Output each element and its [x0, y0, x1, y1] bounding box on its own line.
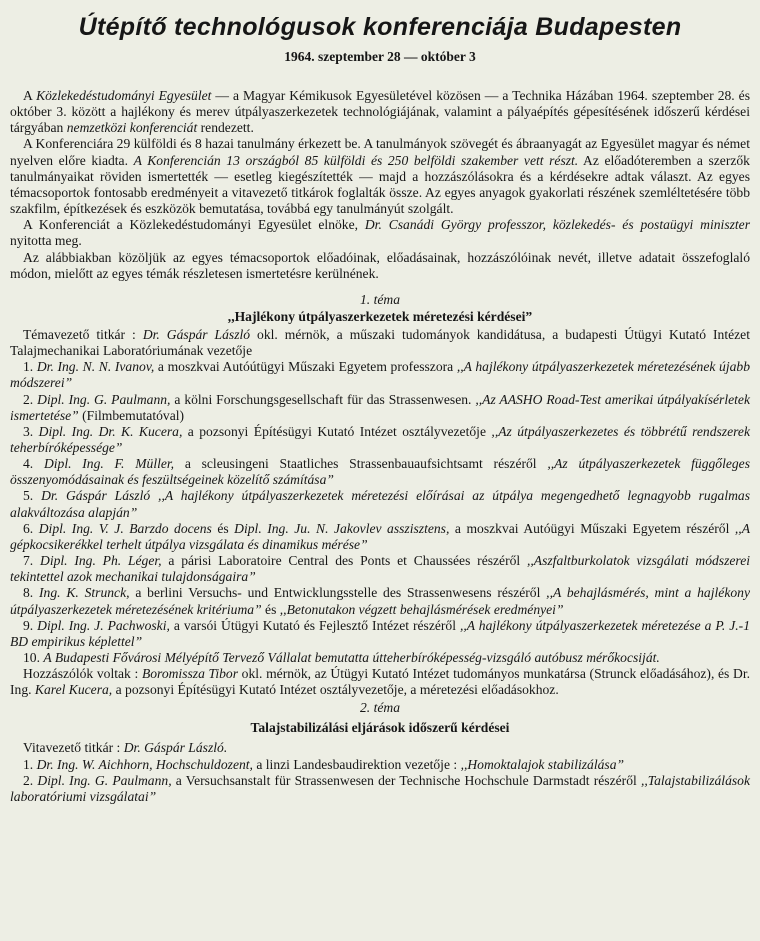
- emphasis-text: Dr. Gáspár László.: [123, 740, 228, 756]
- emphasis-text: ,,Aszfaltburkolatok vizsgálati módszerei tekintettel azok mechanikai tulajdonságaira”: [10, 553, 751, 585]
- emphasis-text: ,,Az útpályaszerkezetek függőleges összenyomódásainak és feszültségeinek közelítő számítása”: [10, 456, 751, 488]
- emphasis-text: Karel Kucera,: [34, 682, 113, 698]
- list-item: 6. Dipl. Ing. V. J. Barzdo docens és Dipl. Ing. Ju. N. Jakovlev asszisztens, a moszkvai Autóügyi Műszaki Egyetem részéről ,,A gépkocsikerékkel terhelt útpálya vizsgálata és dinamikus mérése”: [10, 520, 750, 552]
- list-item: 2. Dipl. Ing. G. Paulmann, a Versuchsanstalt für Strassenwesen der Technische Hochschule Darmstadt részéről ,,Talajstabilizálások laboratóriumi vizsgálatai”: [10, 772, 750, 804]
- emphasis-text: A Budapesti Fővárosi Mélyépítő Tervező Vállalat bemutatta útteherbíróképesség-vizsgáló autóbusz mérőkocsiját.: [43, 650, 660, 665]
- paragraph: Az alábbiakban közöljük az egyes témacsoportok előadóinak, előadásainak, hozzászólóinak nevét, illetve adatait összefoglaló módon, mielőtt az egyes témák részletesen ismertetésre kerülnének.: [10, 249, 750, 281]
- emphasis-text: Dipl. Ing. G. Paulmann,: [37, 391, 171, 407]
- list-item: 10. A Budapesti Fővárosi Mélyépítő Tervező Vállalat bemutatta útteherbíróképesség-vizsgáló autóbusz mérőkocsiját.: [23, 650, 660, 665]
- emphasis-text: Dipl. Ing. Dr. K. Kucera,: [38, 423, 183, 439]
- theme-title: ,,Hajlékony útpályaszerkezetek méretezési kérdései”: [227, 308, 533, 324]
- intro-section: [10, 88, 750, 282]
- emphasis-text: ,,A hajlékony útpályaszerkezetek méretezése a P. J.-1 BD empirikus képlettel”: [10, 617, 750, 649]
- list-item: 7. Dipl. Ing. Ph. Léger, a párisi Laboratoire Central des Ponts et Chaussées részéről ,,Aszfaltburkolatok vizsgálati módszerei tekintettel azok mechanikai tulajdonságaira”: [10, 553, 751, 585]
- list-item: 4. Dipl. Ing. F. Müller, a scleusingeni Staatliches Strassenbauaufsichtsamt részéről ,,Az útpályaszerkezetek függőleges összenyomódásainak és feszültségeinek közelítő számítása”: [10, 456, 751, 488]
- emphasis-text: Dipl. Ing. F. Müller,: [43, 456, 175, 472]
- emphasis-text: ,,Talajstabilizálások laboratóriumi vizsgálatai”: [10, 772, 750, 804]
- emphasis-text: Dipl. Ing. Ju. N. Jakovlev asszisztens,: [234, 520, 450, 536]
- list-item: 9. Dipl. Ing. J. Pachwoski, a varsói Útügyi Kutató és Fejlesztő Intézet részéről ,,A hajlékony útpályaszerkezetek méretezése a P. J.-1 BD empirikus képlettel”: [10, 617, 750, 649]
- emphasis-text: ,,A hajlékony útpályaszerkezetek méretezésének újabb módszerei”: [10, 359, 750, 391]
- emphasis-text: Dr. Gáspár László: [142, 326, 251, 342]
- theme-number: 1. téma: [359, 291, 401, 307]
- paragraph: A Konferenciát a Közlekedéstudományi Egyesület elnöke, Dr. Csanádi György professzor, közlekedés- és postaügyi miniszter nyitotta meg.: [10, 217, 751, 249]
- list-item: 8. Ing. K. Strunck, a berlini Versuchs- und Entwicklungsstelle des Strassenwesens részéről ,,A behajlásmérés, mint a hajlékony útpályaszerkezetek méretezésének kritériuma” és ,,Betonutakon végzett behajlásmérések eredményei”: [10, 585, 750, 617]
- emphasis-text: Dipl. Ing. J. Pachwoski,: [37, 617, 170, 633]
- emphasis-text: Dr. Ing. W. Aichhorn, Hochschuldozent,: [36, 756, 253, 772]
- emphasis-text: Dipl. Ing. Ph. Léger,: [40, 553, 162, 569]
- emphasis-text: Dr. Csanádi György professzor, közlekedés- és postaügyi miniszter: [364, 217, 751, 233]
- emphasis-text: Ing. K. Strunck,: [39, 585, 130, 601]
- paragraph: A Konferenciára 29 külföldi és 8 hazai tanulmány érkezett be. A tanulmányok szövegét és ábraanyagát az Egyesület magyar és német nyelven előre kiadta. A Konferencián 13 országból 85 külföldi és 250 belföldi szakember vett részt. Az előadóteremben a szerzők tanulmányaikat röviden ismertették — esetleg kiegészítették — majd a hozzászólásokra és a kérdésekre adtak választ. Az egyes témacsoportok fontosabb eredményeit a vitavezető titkárok foglalták össze. Az egyes anyagok gyakorlati részének szemléltetésére több szakfilm, építkezések és eszközök bemutatása, továbbá egy tanulmányút szolgált.: [10, 136, 750, 217]
- emphasis-text: Dr. Gáspár László ,,A hajlékony útpályaszerkezetek méretezési előírásai az útpálya megengedhető legnagyobb rugalmas alakváltozása alapján”: [10, 488, 750, 520]
- emphasis-text: Boromissza Tibor: [141, 666, 239, 682]
- paragraph: Témavezető titkár : Dr. Gáspár László okl. mérnök, a műszaki tudományok kandidátusa, a budapesti Útügyi Kutató Intézet Talajmechanikai Laboratóriumának vezetője: [10, 326, 750, 359]
- theme-number: 2. téma: [359, 700, 401, 716]
- theme-2-section: [10, 700, 750, 805]
- paragraph: A Közlekedéstudományi Egyesület — a Magyar Kémikusok Egyesületével közösen — a Technika Házában 1964. szeptember 28. és október 3. között a hajlékony és merev útpályaszerkezetek technológiájának, valamint a pályaépítés gépesítésének időszerű kérdései tárgyában nemzetközi konferenciát rendezett.: [10, 88, 751, 136]
- theme-1-section: [10, 292, 750, 699]
- document-page: [0, 12, 760, 941]
- theme-title: Talajstabilizálási eljárások időszerű kérdései: [250, 720, 510, 736]
- list-item: 1. Dr. Ing. W. Aichhorn, Hochschuldozent, a linzi Landesbaudirektion vezetője : ,,Homoktalajok stabilizálása”: [23, 756, 625, 772]
- emphasis-text: nemzetközi konferenciát: [66, 120, 198, 136]
- paragraph: Vitavezető titkár : Dr. Gáspár László.: [23, 740, 228, 756]
- emphasis-text: A Konferencián 13 országból 85 külföldi és 250 belföldi szakember vett részt.: [133, 152, 579, 168]
- emphasis-text: ,,Az útpályaszerkezetes és többrétű rendszerek teherbíróképessége”: [10, 423, 750, 455]
- list-item: 3. Dipl. Ing. Dr. K. Kucera, a pozsonyi Építésügyi Kutató Intézet osztályvezetője ,,Az útpályaszerkezetes és többrétű rendszerek teherbíróképessége”: [10, 423, 750, 455]
- paragraph: Hozzászólók voltak : Boromissza Tibor okl. mérnök, az Útügyi Kutató Intézet tudományos munkatársa (Strunck előadásához), és Dr. Ing. Karel Kucera, a pozsonyi Építésügyi Kutató Intézet osztályvezetője, a méretezési előadásokhoz.: [10, 666, 750, 698]
- emphasis-text: ,,Betonutakon végzett behajlásmérések eredményei”: [279, 601, 564, 617]
- emphasis-text: ,,Homoktalajok stabilizálása”: [460, 756, 625, 772]
- article-title: Útépítő technológusok konferenciája Budapesten: [78, 13, 682, 41]
- emphasis-text: ,,A gépkocsikerékkel terhelt útpálya vizsgálata és dinamikus mérése”: [10, 520, 750, 552]
- emphasis-text: Közlekedéstudományi Egyesület: [36, 88, 212, 103]
- emphasis-text: Dr. Ing. N. N. Ivanov,: [36, 359, 155, 375]
- list-item: 1. Dr. Ing. N. N. Ivanov, a moszkvai Autóútügyi Műszaki Egyetem professzora ,,A hajlékony útpályaszerkezetek méretezésének újabb módszerei”: [10, 359, 750, 391]
- list-item: 5. Dr. Gáspár László ,,A hajlékony útpályaszerkezetek méretezési előírásai az útpálya megengedhető legnagyobb rugalmas alakváltozása alapján”: [10, 488, 750, 520]
- emphasis-text: Dipl. Ing. V. J. Barzdo docens: [38, 520, 212, 536]
- emphasis-text: Dipl. Ing. G. Paulmann,: [37, 772, 172, 788]
- emphasis-text: ,,A behajlásmérés, mint a hajlékony útpályaszerkezetek méretezésének kritériuma”: [10, 585, 750, 617]
- list-item: 2. Dipl. Ing. G. Paulmann, a kölni Forschungsgesellschaft für das Strassenwesen. ,,Az AASHO Road-Test amerikai útpályakísérletek ismertetése” (Filmbemutatóval): [10, 391, 750, 423]
- conference-dates: 1964. szeptember 28 — október 3: [284, 49, 476, 64]
- emphasis-text: ,,Az AASHO Road-Test amerikai útpályakísérletek ismertetése”: [10, 391, 750, 423]
